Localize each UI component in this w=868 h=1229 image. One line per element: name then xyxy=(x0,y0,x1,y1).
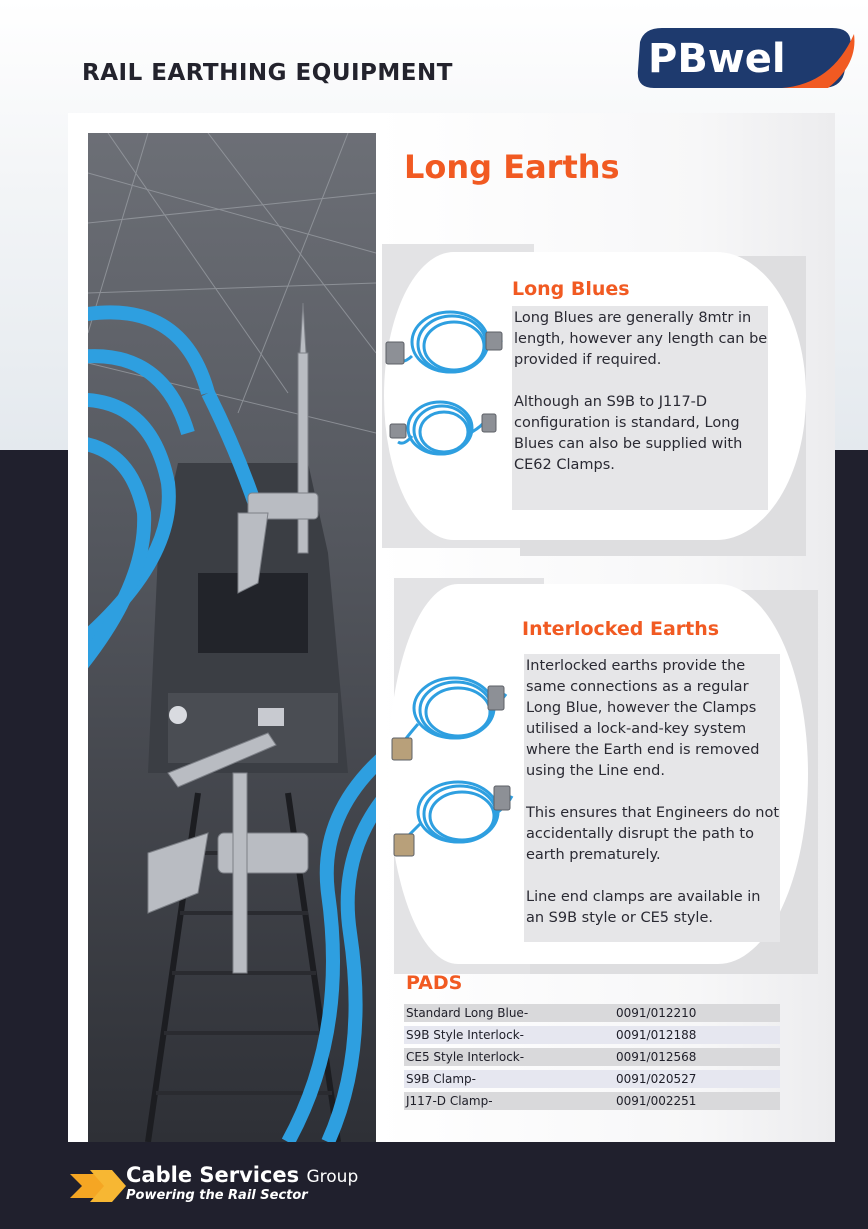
pads-row xyxy=(404,1048,780,1066)
pads-table xyxy=(404,1004,780,1114)
interlocked-copy xyxy=(524,654,780,942)
pads-item-name: S9B Style Interlock- xyxy=(406,1028,524,1042)
long-blues-copy xyxy=(512,306,768,510)
product-photo xyxy=(88,133,376,1142)
interlocked-paragraph-2: This ensures that Engineers do not accidentally disrupt the path to earth prematurely. xyxy=(526,805,780,863)
footer-group: Group xyxy=(306,1167,359,1187)
interlocked-product-image xyxy=(388,664,528,874)
pbwel-logo xyxy=(632,24,858,92)
pads-row xyxy=(404,1026,780,1044)
main-title: Long Earths xyxy=(404,148,620,186)
pads-row xyxy=(404,1004,780,1022)
pads-item-code: 0091/012210 xyxy=(616,1006,697,1020)
pads-item-name: CE5 Style Interlock- xyxy=(406,1050,525,1064)
pads-title: PADS xyxy=(406,972,463,994)
page-heading: RAIL EARTHING EQUIPMENT xyxy=(82,60,453,86)
interlocked-paragraph-1: Interlocked earths provide the same connections as a regular Long Blue, however the Clamps utilised a lock-and-key system where the Earth end is removed using the Line end. xyxy=(526,658,760,779)
pads-item-name: Standard Long Blue- xyxy=(406,1006,529,1020)
long-blues-paragraph-1: Long Blues are generally 8mtr in length, however any length can be provided if required. xyxy=(514,310,768,368)
pads-item-code: 0091/012568 xyxy=(616,1050,697,1064)
pads-row xyxy=(404,1070,780,1088)
long-blues-product-image xyxy=(382,296,522,476)
pads-item-name: S9B Clamp- xyxy=(406,1072,477,1086)
footer-tagline: Powering the Rail Sector xyxy=(126,1188,308,1203)
footer-company-name xyxy=(126,1163,358,1187)
pads-item-code: 0091/012188 xyxy=(616,1028,697,1042)
interlocked-title: Interlocked Earths xyxy=(522,618,720,640)
pads-row xyxy=(404,1092,780,1110)
interlocked-paragraph-3: Line end clamps are available in an S9B style or CE5 style. xyxy=(526,889,761,926)
pbwel-logo-text: PBwel xyxy=(648,36,786,82)
long-blues-paragraph-2: Although an S9B to J117-D configuration is standard, Long Blues can also be supplied with CE62 Clamps. xyxy=(514,394,743,473)
footer-company: Cable Services xyxy=(126,1163,300,1187)
pads-item-code: 0091/002251 xyxy=(616,1094,697,1108)
pads-item-name: J117-D Clamp- xyxy=(406,1094,493,1108)
pads-item-code: 0091/020527 xyxy=(616,1072,697,1086)
long-blues-title: Long Blues xyxy=(512,278,630,300)
